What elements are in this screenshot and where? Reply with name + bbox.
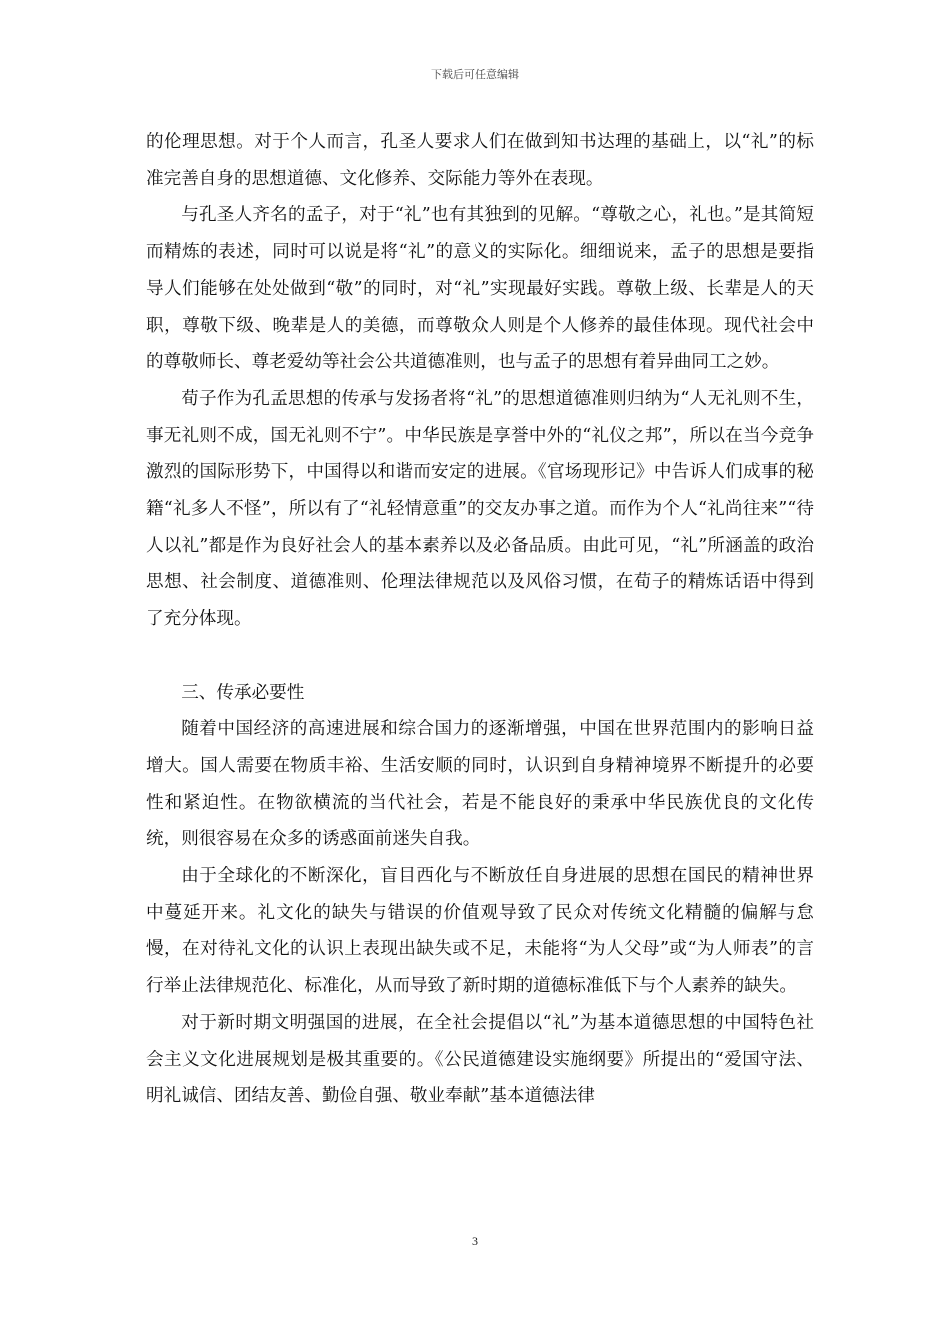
section-spacer	[146, 638, 814, 675]
section-heading: 三、传承必要性	[181, 682, 305, 703]
paragraph-mencius: 与孔圣人齐名的孟子，对于“礼”也有其独到的见解。“尊敬之心，礼也。”是其简短而精炼的表述，同时可以说是将“礼”的意义的实际化。细细说来，孟子的思想是要指导人们能够在处处做到“敬”的同时，对“礼”实现最好实践。尊敬上级、长辈是人的天职，尊敬下级、晚辈是人的美德，而尊敬众人则是个人修养的最佳体现。现代社会中的尊敬师长、尊老爱幼等社会公共道德准则，也与孟子的思想有着异曲同工之妙。	[146, 205, 814, 373]
page-number: 3	[472, 1234, 478, 1248]
document-body	[146, 124, 814, 1115]
paragraph-continued: 的伦理思想。对于个人而言，孔圣人要求人们在做到知书达理的基础上，以“礼”的标准完善自身的思想道德、文化修养、交际能力等外在表现。	[146, 132, 814, 189]
paragraph-necessity-1: 随着中国经济的高速进展和综合国力的逐渐增强，中国在世界范围内的影响日益增大。国人需要在物质丰裕、生活安顺的同时，认识到自身精神境界不断提升的必要性和紧迫性。在物欲横流的当代社会，若是不能良好的秉承中华民族优良的文化传统，则很容易在众多的诱惑面前迷失自我。	[146, 719, 814, 850]
paragraph-xunzi: 荀子作为孔孟思想的传承与发扬者将“礼”的思想道德准则归纳为“人无礼则不生，事无礼则不成，国无礼则不宁”。中华民族是享誉中外的“礼仪之邦”，所以在当今竞争激烈的国际形势下，中国得以和谐而安定的进展。《官场现形记》中告诉人们成事的秘籍“礼多人不怪”，所以有了“礼轻情意重”的交友办事之道。而作为个人“礼尚往来”“待人以礼”都是作为良好社会人的基本素养以及必备品质。由此可见，“礼”所涵盖的政治思想、社会制度、道德准则、伦理法律规范以及风俗习惯，在荀子的精炼话语中得到了充分体现。	[146, 388, 814, 630]
page-header: 下载后可任意编辑	[431, 68, 519, 81]
paragraph-necessity-2: 由于全球化的不断深化，盲目西化与不断放任自身进展的思想在国民的精神世界中蔓延开来。礼文化的缺失与错误的价值观导致了民众对传统文化精髓的偏解与怠慢，在对待礼文化的认识上表现出缺失或不足，未能将“为人父母”或“为人师表”的言行举止法律规范化、标准化，从而导致了新时期的道德标准低下与个人素养的缺失。	[146, 866, 814, 997]
paragraph-necessity-3: 对于新时期文明强国的进展，在全社会提倡以“礼”为基本道德思想的中国特色社会主义文化进展规划是极其重要的。《公民道德建设实施纲要》所提出的“爱国守法、明礼诚信、团结友善、勤俭自强、敬业奉献”基本道德法律	[146, 1012, 814, 1107]
